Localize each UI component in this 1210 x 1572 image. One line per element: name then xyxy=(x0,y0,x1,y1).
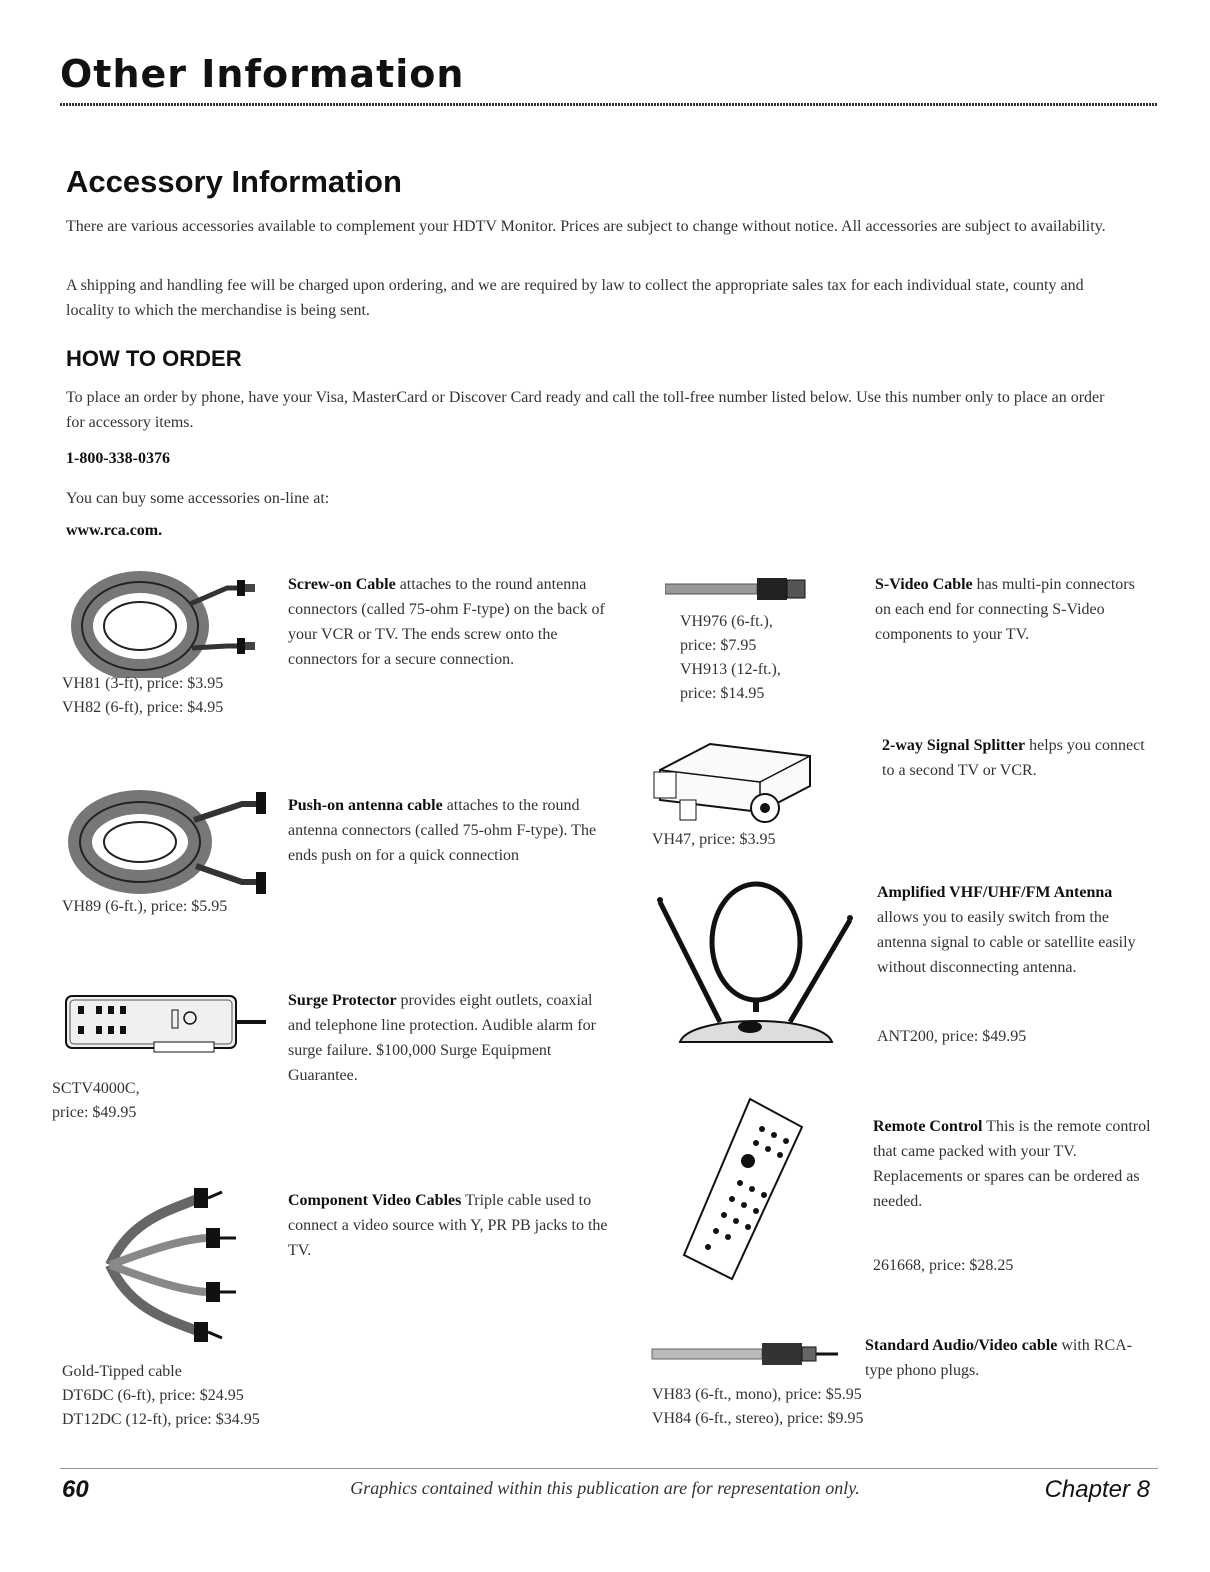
audio-video-cable-name: Standard Audio/Video cable xyxy=(865,1337,1058,1354)
signal-splitter-text: helps you connect to a second TV or VCR. xyxy=(882,737,1145,779)
push-on-cable-image xyxy=(62,790,272,900)
surge-protector-text: provides eight outlets, coaxial and telephone line protection. Audible alarm for surge failure. $100,000 Surge Equipment Guarantee. xyxy=(288,992,596,1084)
audio-video-cable-text: with RCA-type phono plugs. xyxy=(865,1337,1133,1379)
component-cables-name: Component Video Cables xyxy=(288,1192,462,1209)
header-rule xyxy=(60,103,1158,106)
screw-on-price-2: VH82 (6-ft), price: $4.95 xyxy=(62,699,224,716)
push-on-cable-prices xyxy=(62,895,227,919)
phone-number: 1-800-338-0376 xyxy=(66,450,170,467)
s-video-model-2: VH913 (12-ft.), xyxy=(680,661,781,678)
component-cables-prices xyxy=(62,1360,260,1432)
screw-on-cable-image xyxy=(62,568,262,678)
component-cables-image xyxy=(90,1180,250,1350)
audio-video-cable-image xyxy=(650,1335,850,1375)
component-price-2: DT12DC (12-ft), price: $34.95 xyxy=(62,1411,260,1428)
remote-control-name: Remote Control xyxy=(873,1118,983,1135)
footer-note: Graphics contained within this publication are for representation only. xyxy=(350,1478,860,1498)
s-video-model-1: VH976 (6-ft.), xyxy=(680,613,773,630)
antenna-image xyxy=(650,872,860,1052)
website-link[interactable]: www.rca.com. xyxy=(66,522,163,539)
component-cables-text: Triple cable used to connect a video source with Y, PR PB jacks to the TV. xyxy=(288,1192,608,1259)
footer-rule xyxy=(60,1468,1158,1469)
screw-on-price-1: VH81 (3-ft), price: $3.95 xyxy=(62,675,224,692)
s-video-price-1: price: $7.95 xyxy=(680,637,757,654)
signal-splitter-description xyxy=(882,733,1157,783)
push-on-cable-name: Push-on antenna cable xyxy=(288,797,443,814)
audio-video-price-1: VH83 (6-ft., mono), price: $5.95 xyxy=(652,1386,862,1403)
signal-splitter-price: VH47, price: $3.95 xyxy=(652,831,776,848)
s-video-cable-image xyxy=(665,570,815,610)
remote-control-prices xyxy=(873,1254,1013,1278)
screw-on-cable-text: attaches to the round antenna connectors (called 75-ohm F-type) on the back of your VCR or TV. The ends screw onto the connectors for a secure connection. xyxy=(288,576,605,668)
surge-price: price: $49.95 xyxy=(52,1104,137,1121)
screw-on-cable-prices xyxy=(62,672,223,720)
how-to-order-heading: HOW TO ORDER xyxy=(66,346,242,371)
s-video-cable-name: S-Video Cable xyxy=(875,576,973,593)
antenna-name: Amplified VHF/UHF/FM Antenna xyxy=(877,884,1113,901)
screw-on-cable-name: Screw-on Cable xyxy=(288,576,396,593)
component-price-1: DT6DC (6-ft), price: $24.95 xyxy=(62,1387,244,1404)
push-on-cable-description xyxy=(288,793,628,868)
s-video-price-2: price: $14.95 xyxy=(680,685,765,702)
s-video-cable-text: has multi-pin connectors on each end for connecting S-Video components to your TV. xyxy=(875,576,1135,643)
component-cables-description xyxy=(288,1188,618,1263)
antenna-price: ANT200, price: $49.95 xyxy=(877,1028,1027,1045)
antenna-description xyxy=(877,880,1147,980)
signal-splitter-image xyxy=(650,730,820,830)
header-title: Other Information xyxy=(60,52,465,96)
surge-model: SCTV4000C, xyxy=(52,1080,140,1097)
intro-paragraph-2: A shipping and handling fee will be charged upon ordering, and we are required by law to collect the appropriate sales tax for each individual state, county and locality to which the merchandise is being sent. xyxy=(66,277,1084,319)
remote-control-price: 261668, price: $28.25 xyxy=(873,1257,1014,1274)
audio-video-cable-prices xyxy=(652,1383,864,1431)
surge-protector-name: Surge Protector xyxy=(288,992,397,1009)
order-paragraph: To place an order by phone, have your Visa, MasterCard or Discover Card ready and call the toll-free number listed below. Use this number only to place an order for accessory items. xyxy=(66,389,1105,431)
signal-splitter-name: 2-way Signal Splitter xyxy=(882,737,1026,754)
remote-control-text: This is the remote control that came packed with your TV. Replacements or spares can be ordered as needed. xyxy=(873,1118,1151,1210)
signal-splitter-prices xyxy=(652,828,776,852)
antenna-prices xyxy=(877,1025,1026,1049)
s-video-cable-description xyxy=(875,572,1145,647)
surge-protector-image xyxy=(62,990,267,1060)
surge-protector-description xyxy=(288,988,608,1088)
remote-control-description xyxy=(873,1114,1153,1214)
push-on-cable-text: attaches to the round antenna connectors (called 75-ohm F-type). The ends push on for a quick connection xyxy=(288,797,597,864)
section-title: Accessory Information xyxy=(66,164,402,199)
antenna-text: allows you to easily switch from the antenna signal to cable or satellite easily without disconnecting antenna. xyxy=(877,909,1136,976)
audio-video-cable-description xyxy=(865,1333,1155,1383)
audio-video-price-2: VH84 (6-ft., stereo), price: $9.95 xyxy=(652,1410,864,1427)
page-number: 60 xyxy=(62,1476,89,1503)
intro-paragraph-1: There are various accessories available to complement your HDTV Monitor. Prices are subject to change without notice. All accessories are subject to availability. xyxy=(66,218,1106,235)
remote-control-image xyxy=(678,1095,808,1285)
push-on-price-1: VH89 (6-ft.), price: $5.95 xyxy=(62,898,228,915)
s-video-cable-prices xyxy=(680,610,781,706)
surge-protector-prices xyxy=(52,1077,140,1125)
component-cables-type: Gold-Tipped cable xyxy=(62,1363,182,1380)
online-text: You can buy some accessories on-line at: xyxy=(66,490,330,507)
chapter-label: Chapter 8 xyxy=(1044,1476,1150,1503)
screw-on-cable-description xyxy=(288,572,628,672)
